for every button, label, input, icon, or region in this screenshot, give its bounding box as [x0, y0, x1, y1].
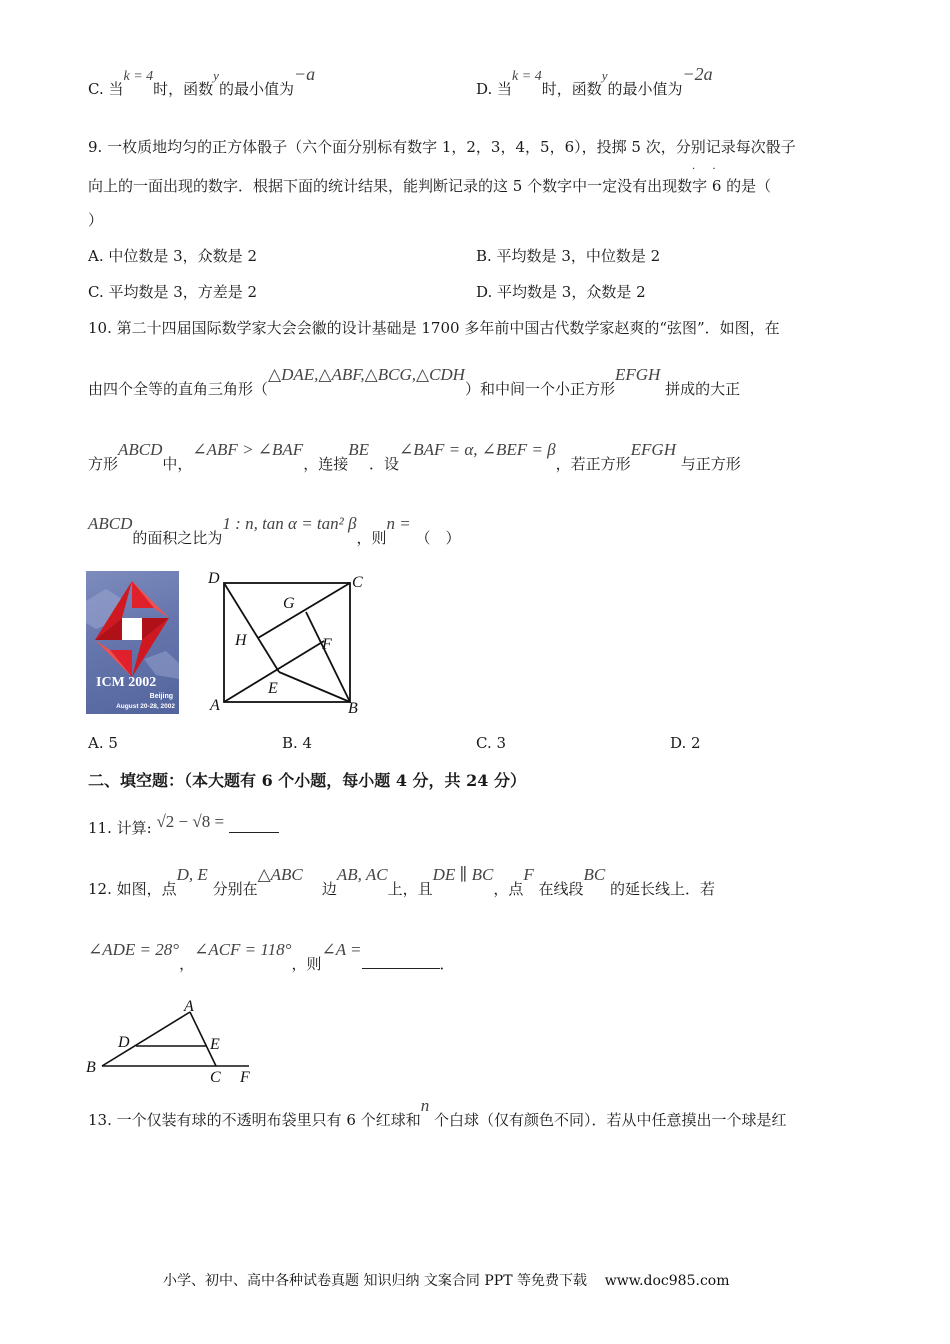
q8-d-value: −2a	[682, 64, 713, 84]
q10-option-c: C. 3	[476, 734, 507, 752]
label-d: D	[118, 1034, 130, 1051]
q11: 11. 计算: √2 − √8 =	[88, 817, 279, 838]
zhao-shuang-diagram	[200, 565, 370, 720]
q8-option-c: C. 当k = 4时，函数y的最小值为−a	[88, 64, 316, 98]
icm-2002-emblem	[86, 571, 179, 714]
label-f: F	[322, 636, 332, 653]
emblem-city: Beijing	[149, 693, 173, 700]
q10-line-2: 由四个全等的直角三角形（△DAE,△ABF,△BCG,△CDH）和中间一个小正方形EFGH 拼成的大正	[88, 365, 741, 398]
q10-line-3: 方形ABCD中，∠ABF > ∠BAF，连接BE．设∠BAF = α, ∠BEF = β，若正方形EFGH 与正方形	[88, 440, 741, 473]
emphasis-dots: · ·	[692, 164, 723, 175]
label-g: G	[283, 595, 295, 612]
section-2-heading: 二、填空题：（本大题有 6 个小题，每小题 4 分，共 24 分）	[88, 771, 526, 790]
label-f: F	[240, 1069, 250, 1086]
q10-line-4: ABCD的面积之比为1 : n, tan α = tan² β，则n = （ ）	[88, 514, 461, 547]
q9-option-a: A. 中位数是 3，众数是 2	[88, 247, 257, 265]
q8-c-value: −a	[293, 64, 316, 84]
footer-text: 小学、初中、高中各种试卷真题 知识归纳 文案合同 PPT 等免费下载	[163, 1273, 587, 1289]
label-d: D	[208, 570, 220, 587]
label-e: E	[210, 1036, 220, 1053]
q9-option-c: C. 平均数是 3，方差是 2	[88, 283, 258, 301]
q11-answer-blank[interactable]	[229, 818, 279, 833]
q12-line-1: 12. 如图，点D, E 分别在△ABC 边AB, AC上，且DE ∥ BC，点F 在线段BC 的延长线上．若	[88, 865, 716, 898]
q10-line-1: 10. 第二十四届国际数学家大会会徽的设计基础是 1700 多年前中国古代数学家赵爽的“弦图”．如图，在	[88, 319, 780, 337]
label-a: A	[184, 998, 194, 1015]
footer-url[interactable]: www.doc985.com	[604, 1273, 730, 1289]
q9-option-d: D. 平均数是 3，众数是 2	[476, 283, 646, 301]
q12-answer-blank[interactable]	[362, 954, 440, 969]
label-b: B	[348, 700, 358, 717]
label-e: E	[268, 680, 278, 697]
footer	[163, 1270, 729, 1290]
q8-option-d: D. 当k = 4时，函数y的最小值为−2a	[476, 64, 713, 98]
q12-line-2: ∠ADE = 28°，∠ACF = 118°，则∠A =．	[88, 940, 455, 973]
label-c: C	[352, 574, 363, 591]
q8-c-condition: k = 4	[123, 69, 154, 84]
label-h: H	[235, 632, 247, 649]
q11-expression: √2 − √8 =	[156, 812, 225, 831]
q8-d-condition: k = 4	[512, 69, 542, 84]
emblem-dates: August 20-28, 2002	[116, 703, 175, 710]
q9-line-1: 9. 一枚质地均匀的正方体骰子（六个面分别标有数字 1，2，3，4，5，6），投掷 5 次，分别记录每次骰子	[88, 138, 796, 156]
q9-line-2: 向上的一面出现的数字．根据下面的统计结果，能判断记录的这 5 个数字中一定没有出现数字 6 的是（	[88, 177, 772, 195]
label-a: A	[210, 697, 220, 714]
triangle-abc-diagram	[84, 995, 264, 1090]
q9-option-b: B. 平均数是 3，中位数是 2	[476, 247, 661, 265]
segment-be	[279, 672, 350, 702]
label-c: C	[210, 1069, 221, 1086]
q10-option-a: A. 5	[88, 734, 118, 752]
side-ab	[102, 1012, 190, 1066]
emblem-title: ICM 2002	[96, 675, 157, 690]
label-b: B	[86, 1059, 96, 1076]
q13-line-1: 13. 一个仅装有球的不透明布袋里只有 6 个红球和n 个白球（仅有颜色不同）．若从中任意摸出一个球是红	[88, 1096, 787, 1129]
q10-option-d: D. 2	[670, 734, 701, 752]
q10-option-b: B. 4	[282, 734, 313, 752]
q9-line-3: ）	[88, 211, 104, 229]
